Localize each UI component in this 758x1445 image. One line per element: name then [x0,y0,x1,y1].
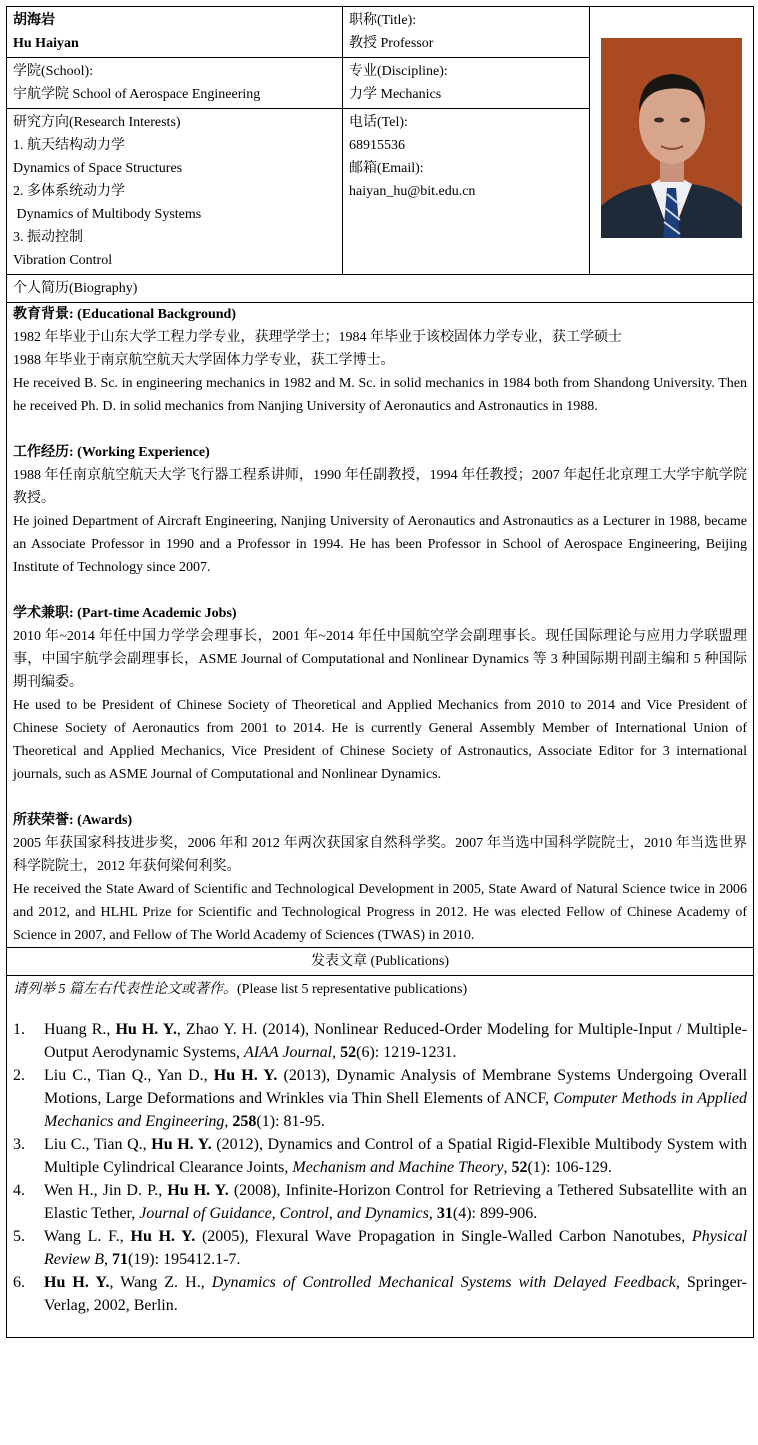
parttime-heading: 学术兼职: (Part-time Academic Jobs) [13,606,237,621]
awards-cn: 2005 年获国家科技进步奖，2006 年和 2012 年两次获国家自然科学奖。2007 年当选中国科学院院士，2010 年当选世界科学院院士，2012 年获何梁何利奖。 [13,836,747,874]
publication-pages: (1): 106-129. [527,1159,612,1176]
awards-en: He received the State Award of Scientific and Technological Development in 2005, State Award of Natural Science twice in 2006 and 2012, and HLHL Prize for Scientific and Technological Progress in 2012. He was elected Fellow of Chinese Academy of Science in 2007, and Fellow of The World Academy of Sciences (TWAS) in 2010. [13,882,747,943]
school-label: 学院(School): [13,64,94,79]
publication-item [13,1179,747,1225]
cv-table [6,6,754,1338]
name-cn: 胡海岩 [13,13,55,28]
publication-authors: Huang R., [44,1021,116,1038]
parttime-cn: 2010 年~2014 年任中国力学学会理事长，2001 年~2014 年任中国航空学会副理事长。现任国际理论与应用力学联盟理事，中国宇航学会副理事长，ASME Journal of Computational and Nonlinear Dynamics 等 3 种国际期刊副主编和 5 种国际期刊编委。 [13,629,747,690]
name-en: Hu Haiyan [13,36,79,51]
publication-item [13,1018,747,1064]
research-cell [7,109,343,275]
publication-author-highlight: Hu H. Y. [167,1182,229,1199]
publication-author-highlight: Hu H. Y. [151,1136,212,1153]
publication-list [13,1018,747,1317]
publication-author-highlight: Hu H. Y. [213,1067,278,1084]
publication-pages: (4): 899-906. [452,1205,538,1222]
publication-item [13,1133,747,1179]
biography-header [7,275,754,303]
publication-separator: , [428,1205,437,1222]
research-item: Dynamics of Space Structures [13,161,183,176]
name-cell [7,7,343,58]
publications-note [13,978,747,1001]
publication-separator: , [103,1251,112,1268]
publications-label: 发表文章 (Publications) [310,954,450,969]
publication-journal: Dynamics of Controlled Mechanical Systems with Delayed Feedback [211,1274,676,1291]
publication-volume: 52 [340,1044,357,1061]
education-cn: 1988 年毕业于南京航空航天大学固体力学专业，获工学博士。 [13,353,395,368]
discipline-cell [343,58,590,109]
publication-number: 2. [13,1067,25,1084]
research-item: 3. 振动控制 [13,230,83,245]
publication-pages: (19): 195412.1-7. [127,1251,241,1268]
tel-label: 电话(Tel): [349,115,408,130]
publication-authors: Liu C., Tian Q., Yan D., [44,1067,214,1084]
work-cn: 1988 年任南京航空航天大学飞行器工程系讲师，1990 年任副教授，1994 年任教授；2007 年起任北京理工大学宇航学院教授。 [13,468,747,506]
awards-heading: 所获荣誉: (Awards) [13,813,133,828]
publication-details: , Zhao Y. H. (2014), Nonlinear Reduced-Order Modeling for Multiple-Input / Multiple-Output Aerodynamic Systems, [44,1021,748,1061]
publication-journal: Mechanism and Machine Theory [292,1159,504,1176]
publication-journal: AIAA Journal [243,1044,333,1061]
publication-journal: Physical Review B [44,1228,748,1268]
publication-separator: , [224,1113,233,1130]
publication-pages: (1): 81-95. [256,1113,325,1130]
publication-details: , Wang Z. H., [109,1274,212,1291]
publications-note-cn: 请列举 5 篇左右代表性论文或著作。 [13,982,237,997]
discipline-label: 专业(Discipline): [349,64,448,79]
publication-journal: Computer Methods in Applied Mechanics and Engineering [44,1090,747,1130]
publication-authors: Liu C., Tian Q., [44,1136,152,1153]
work-en: He joined Department of Aircraft Engineering, Nanjing University of Aeronautics and Astronautics as a Lecturer in 1988, became an Associate Professor in 1990 and a Professor in 1994. He has been Professor in School of Aerospace Engineering, Beijing Institute of Technology since 2007. [13,514,747,575]
publication-pages: (6): 1219-1231. [356,1044,457,1061]
publication-item [13,1271,747,1317]
school-value: 宇航学院 School of Aerospace Engineering [13,87,261,102]
publication-details: (2013), Dynamic Analysis of Membrane Systems Undergoing Overall Motions, Large Deformations and Wrinkles via Thin Shell Elements of ANCF, [44,1067,748,1107]
publication-number: 3. [13,1136,25,1153]
publication-volume: 258 [232,1113,257,1130]
school-cell [7,58,343,109]
contact-cell [343,109,590,275]
publication-number: 4. [13,1182,25,1199]
publication-journal: Journal of Guidance, Control, and Dynamics [139,1205,429,1222]
education-heading: 教育背景: (Educational Background) [13,307,236,322]
research-item: Dynamics of Multibody Systems [13,207,202,222]
publication-separator: , [332,1044,341,1061]
research-item: 2. 多体系统动力学 [13,184,125,199]
title-cell [343,7,590,58]
publication-item [13,1225,747,1271]
email-label: 邮箱(Email): [349,161,424,176]
publications-header [7,948,754,976]
publication-number: 5. [13,1228,25,1245]
portrait-photo [601,38,742,238]
publication-separator: , [503,1159,512,1176]
education-en: He received B. Sc. in engineering mechanics in 1982 and M. Sc. in solid mechanics in 1984 both from Shandong University. Then he received Ph. D. in solid mechanics from Nanjing University of Aeronautics and Astronautics in 1988. [13,376,747,414]
publication-author-highlight: Hu H. Y. [115,1021,177,1038]
research-item: 1. 航天结构动力学 [13,138,125,153]
publication-details: (2005), Flexural Wave Propagation in Single-Walled Carbon Nanotubes, [195,1228,692,1245]
research-label: 研究方向(Research Interests) [13,115,181,130]
biography-label: 个人简历(Biography) [13,281,138,296]
publication-volume: 52 [511,1159,528,1176]
email-value: haiyan_hu@bit.edu.cn [349,184,476,199]
publications-body [7,976,754,1338]
parttime-en: He used to be President of Chinese Society of Theoretical and Applied Mechanics from 2010 to 2014 and Vice President of Chinese Society of Aeronautics from 2001 to 2014. He is currently General Assembly Member of International Union of Theoretical and Applied Mechanics, Vice President of Chinese Society of Astronautics, Associate Editor for 3 international journals, such as ASME Journal of Computational and Nonlinear Dynamics. [13,698,747,782]
photo-cell [590,7,754,275]
title-value: 教授 Professor [349,36,434,51]
publication-author-highlight: Hu H. Y. [44,1274,110,1291]
publication-number: 1. [13,1021,25,1038]
research-item: Vibration Control [13,253,113,268]
title-label: 职称(Title): [349,13,417,28]
publication-authors: Wang L. F., [44,1228,131,1245]
tel-value: 68915536 [349,138,405,153]
publication-author-highlight: Hu H. Y. [130,1228,196,1245]
publication-details: (2012), Dynamics and Control of a Spatial Rigid-Flexible Multibody System with Multiple Cylindrical Clearance Joints, [44,1136,748,1176]
publication-separator: , Springer-Verlag, 2002, Berlin. [44,1274,748,1314]
publication-volume: 31 [436,1205,453,1222]
education-cn: 1982 年毕业于山东大学工程力学专业，获理学学士；1984 年毕业于该校固体力学专业，获工学硕士 [13,330,622,345]
publication-volume: 71 [111,1251,128,1268]
discipline-value: 力学 Mechanics [349,87,442,102]
publications-note-en: (Please list 5 representative publications) [237,982,468,997]
publication-item [13,1064,747,1133]
biography-body [7,303,754,948]
work-heading: 工作经历: (Working Experience) [13,445,210,460]
publication-authors: Wen H., Jin D. P., [44,1182,168,1199]
publication-details: (2008), Infinite-Horizon Control for Retrieving a Tethered Subsatellite with an Elastic Tether, [44,1182,748,1222]
publication-number: 6. [13,1274,25,1291]
